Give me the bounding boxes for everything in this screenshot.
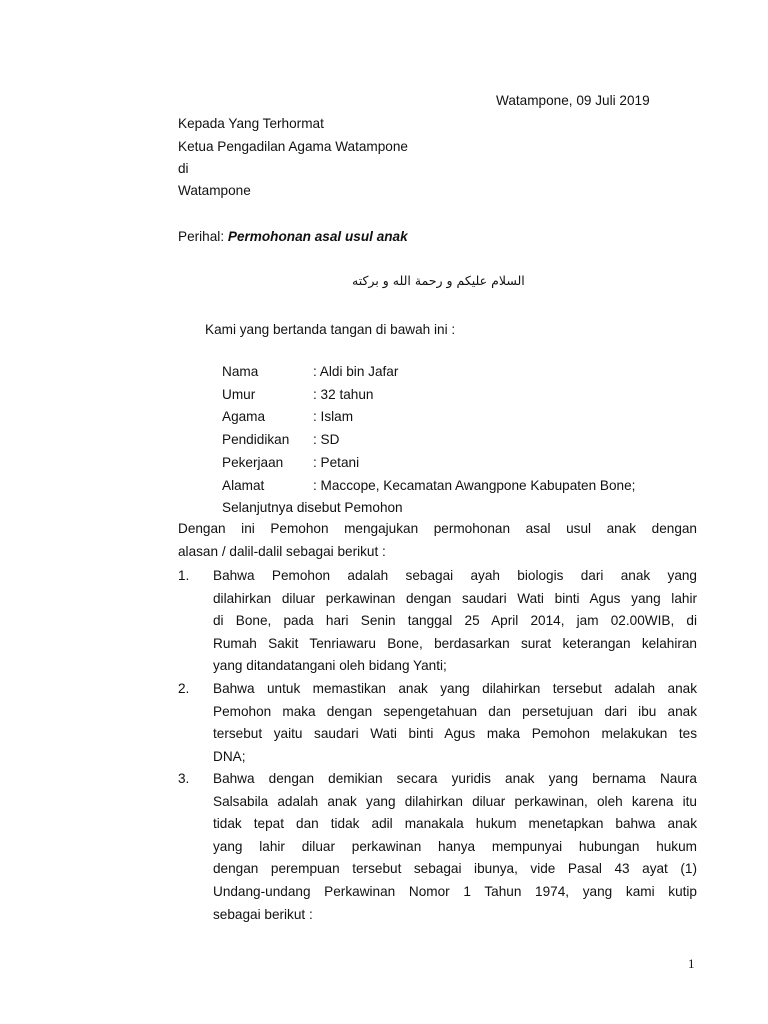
point-3-line-5: dengan perempuan tersebut sebagai ibunya, vide Pasal 43 ayat (1) [213,861,697,877]
page-number: 1 [688,956,695,971]
identity-label-address: Alamat [222,478,265,493]
recipient-line-2: Ketua Pengadilan Agama Watampone [178,139,408,154]
identity-label-name: Nama [222,364,259,379]
place-date: Watampone, 09 Juli 2019 [496,93,650,108]
point-3-line-1: Bahwa dengan demikian secara yuridis anak yang bernama Naura [213,771,697,786]
point-3-line-6: Undang-undang Perkawinan Nomor 1 Tahun 1974, yang kami kutip [213,883,697,899]
point-1 [213,565,697,678]
subject-line [178,228,408,246]
identity-value-occupation: : Petani [313,455,360,470]
point-2-line-3: tersebut yaitu saudari Wati binti Agus maka Pemohon melakukan tes [213,726,697,742]
point-3 [213,768,697,926]
point-2 [213,678,697,768]
identity-value-name: : Aldi bin Jafar [313,364,399,379]
point-1-line-4: Rumah Sakit Tenriawaru Bone, berdasarkan surat keterangan kelahiran [213,635,697,651]
identity-value-education: : SD [313,432,340,447]
identity-value-religion: : Islam [313,409,354,424]
identity-label-religion: Agama [222,409,266,424]
point-number-1: 1. [178,568,190,583]
arabic-greeting: السلام عليكم و رحمة الله و بركته [352,273,525,288]
body-line-2: alasan / dalil-dalil sebagai berikut : [178,544,386,559]
identity-value-age: : 32 tahun [313,387,374,402]
recipient-line-3: di [178,161,189,176]
identity-label-age: Umur [222,387,256,402]
point-3-line-3: tidak tepat dan tidak adil manakala hukum menetapkan bahwa anak [213,816,697,832]
point-2-line-1: Bahwa untuk memastikan anak yang dilahirkan tersebut adalah anak [213,681,697,696]
point-1-line-1: Bahwa Pemohon adalah sebagai ayah biologis dari anak yang [213,568,697,583]
subject-text: Permohonan asal usul anak [227,229,408,244]
subject-label: Perihal: [178,229,225,244]
hereinafter-text: Selanjutnya disebut Pemohon [222,500,403,515]
point-3-line-4: yang lahir diluar perkawinan hanya mempunyai hubungan hukum [213,838,697,854]
point-number-2: 2. [178,681,190,696]
identity-label-education: Pendidikan [222,432,290,447]
point-3-line-7: sebagai berikut : [213,906,313,922]
recipient-line-1: Kepada Yang Terhormat [178,116,324,131]
identity-label-occupation: Pekerjaan [222,455,284,470]
body-line-1: Dengan ini Pemohon mengajukan permohonan asal usul anak dengan [178,521,697,536]
point-2-line-2: Pemohon maka dengan sepengetahuan dan persetujuan dari ibu anak [213,703,697,719]
identity-value-address: : Maccope, Kecamatan Awangpone Kabupaten Bone; [313,478,636,493]
point-1-line-3: di Bone, pada hari Senin tanggal 25 April 2014, jam 02.00WIB, di [213,613,697,629]
intro-text: Kami yang bertanda tangan di bawah ini : [205,322,456,337]
point-1-line-2: dilahirkan diluar perkawinan dengan saudari Wati binti Agus yang lahir [213,590,697,606]
point-2-line-4: DNA; [213,748,246,764]
point-3-line-2: Salsabila adalah anak yang dilahirkan diluar perkawinan, oleh karena itu [213,793,697,809]
recipient-line-4: Watampone [178,183,251,198]
point-1-line-5: yang ditandatangani oleh bidang Yanti; [213,658,447,674]
point-number-3: 3. [178,771,190,786]
